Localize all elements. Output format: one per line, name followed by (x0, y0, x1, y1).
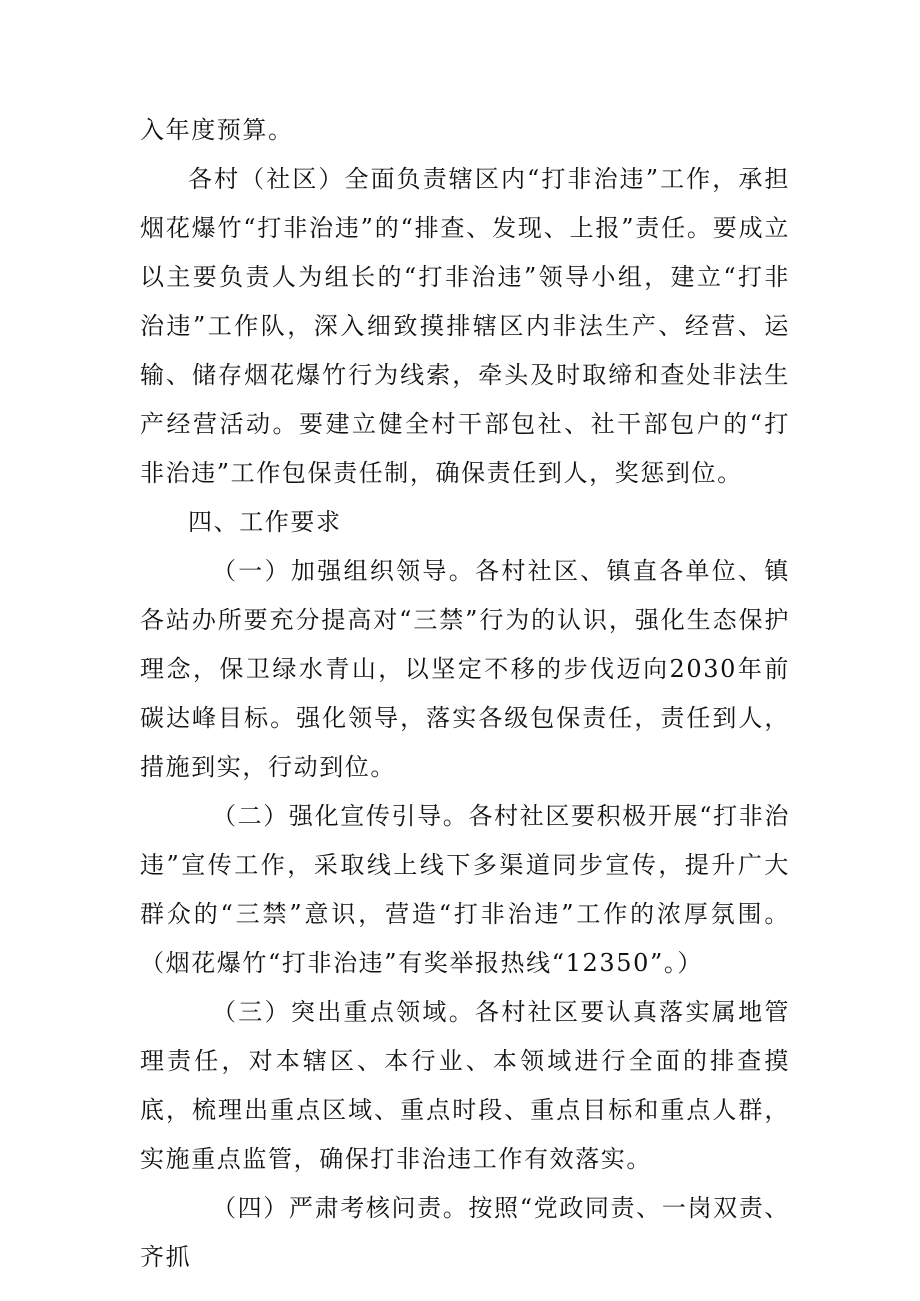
paragraph-assessment-accountability: （四）严肃考核问责。按照“党政同责、一岗双责、齐抓 (140, 1194, 790, 1271)
paragraph-publicity-guidance: （二）强化宣传引导。各村社区要积极开展“打非治违”宣传工作，采取线上线下多渠道同步宣传，提升广大群众的“三禁”意识，营造“打非治违”工作的浓厚氛围。（烟花爆竹“打非治违”有奖举报热线“12350”。） (140, 802, 790, 977)
paragraph-key-areas: （三）突出重点领域。各村社区要认真落实属地管理责任，对本辖区、本行业、本领域进行全面的排查摸底，梳理出重点区域、重点时段、重点目标和重点人群，实施重点监管，确保打非治违工作有效落实。 (140, 998, 790, 1173)
paragraph-strengthen-leadership: （一）加强组织领导。各村社区、镇直各单位、镇各站办所要充分提高对“三禁”行为的认识，强化生态保护理念，保卫绿水青山，以坚定不移的步伐迈向2030年前碳达峰目标。强化领导，落实各级包保责任，责任到人，措施到实，行动到位。 (140, 557, 790, 781)
paragraph-village-responsibility: 各村（社区）全面负责辖区内“打非治违”工作，承担烟花爆竹“打非治违”的“排查、发现、上报”责任。要成立以主要负责人为组长的“打非治违”领导小组，建立“打非治违”工作队，深入细致摸排辖区内非法生产、经营、运输、储存烟花爆竹行为线索，牵头及时取缔和查处非法生产经营活动。要建立健全村干部包社、社干部包户的“打非治违”工作包保责任制，确保责任到人，奖惩到位。 (140, 165, 790, 487)
paragraph-budget-continuation: 入年度预算。 (140, 116, 294, 144)
section-heading-work-requirements: 四、工作要求 (188, 508, 342, 536)
document-body (140, 106, 790, 1282)
